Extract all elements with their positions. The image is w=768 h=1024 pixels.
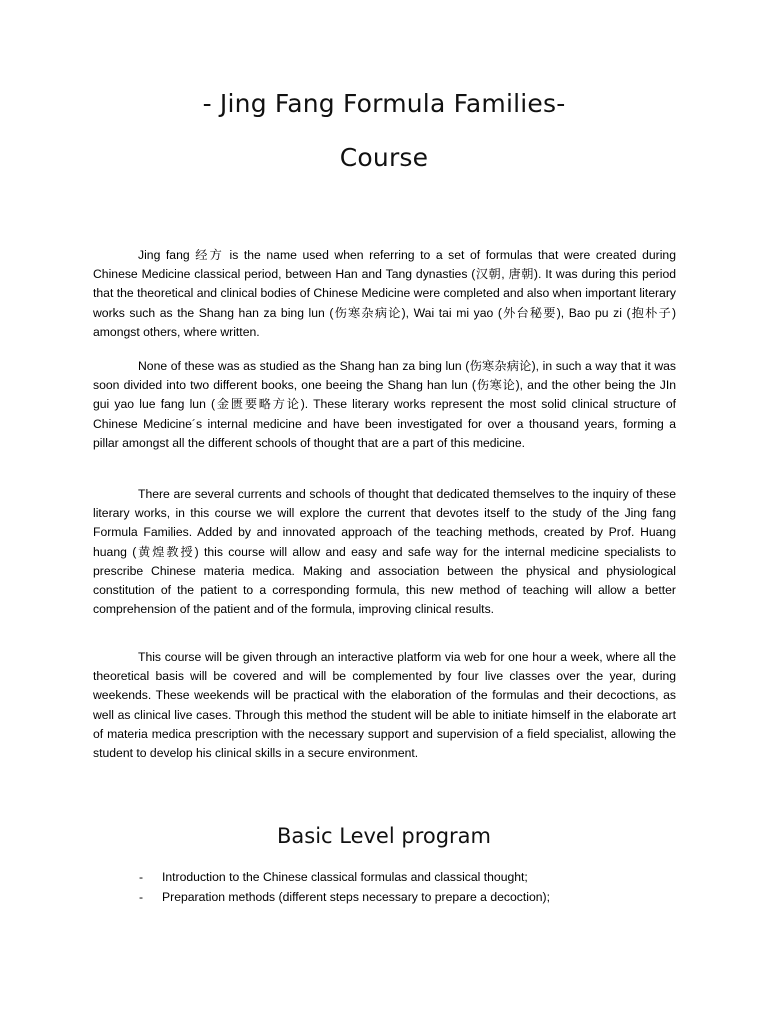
list-item xyxy=(93,868,676,888)
document-title: - Jing Fang Formula Families- xyxy=(202,89,566,118)
list-item-text: Preparation methods (different steps necessary to prepare a decoction); xyxy=(162,889,550,904)
paragraph-text: Jing fang 经方 is the name used when referring to a set of formulas that were created during Chinese Medicine classical period, between Han and Tang dynasties (汉朝, 唐朝). It was during this period that the theoretical and clinical bodies of Chinese Medicine were completed and also when important literary works such as the Shang han za bing lun (伤寒杂病论), Wai tai mi yao (外台秘要), Bao pu zi (抱朴子) amongst others, where written. xyxy=(93,248,676,339)
paragraph-intro xyxy=(93,246,676,342)
document-subtitle: Course xyxy=(339,143,429,172)
paragraph-course-format xyxy=(93,648,676,763)
paragraph-history xyxy=(93,357,676,453)
list-dash-marker: - xyxy=(139,870,144,884)
list-item-text: Introduction to the Chinese classical formulas and classical thought; xyxy=(162,870,528,884)
list-item xyxy=(93,888,676,908)
paragraph-course-approach xyxy=(93,485,676,619)
program-list xyxy=(93,868,676,907)
paragraph-text: This course will be given through an interactive platform via web for one hour a week, where all the theoretical basis will be covered and will be complemented by four live classes over the year, during weekends. These weekends will be practical with the elaboration of the formulas and their decoctions, as well as clinical live cases. Through this method the student will be able to initiate himself in the elaborate art of materia medica prescription with the necessary support and supervision of a field specialist, allowing the student to develop his clinical skills in a secure environment. xyxy=(93,650,676,761)
paragraph-text: None of these was as studied as the Shang han za bing lun (伤寒杂病论), in such a way that it was soon divided into two different books, one beeing the Shang han lun (伤寒论), and the other being the JIn gui yao lue fang lun (金匮要略方论). These literary works represent the most solid clinical structure of Chinese Medicine´s internal medicine and have been investigated for over a thousand years, forming a pillar amongst all the different schools of thought that are a part of this medicine. xyxy=(93,359,676,450)
list-dash-marker: - xyxy=(139,889,144,904)
section-heading-basic-level: Basic Level program xyxy=(276,824,492,848)
paragraph-text: There are several currents and schools of thought that dedicated themselves to the inquiry of these literary works, in this course we will explore the current that devotes itself to the study of the Jing fang Formula Families. Added by and innovated approach of the teaching methods, created by Prof. Huang huang (黄煌教授) this course will allow and easy and safe way for the internal medicine specialists to prescribe Chinese materia medica. Making and association between the physical and physiological constitution of the patient to a corresponding formula, this new method of teaching will allow a better comprehension of the patient and of the formula, improving clinical results. xyxy=(93,487,676,617)
